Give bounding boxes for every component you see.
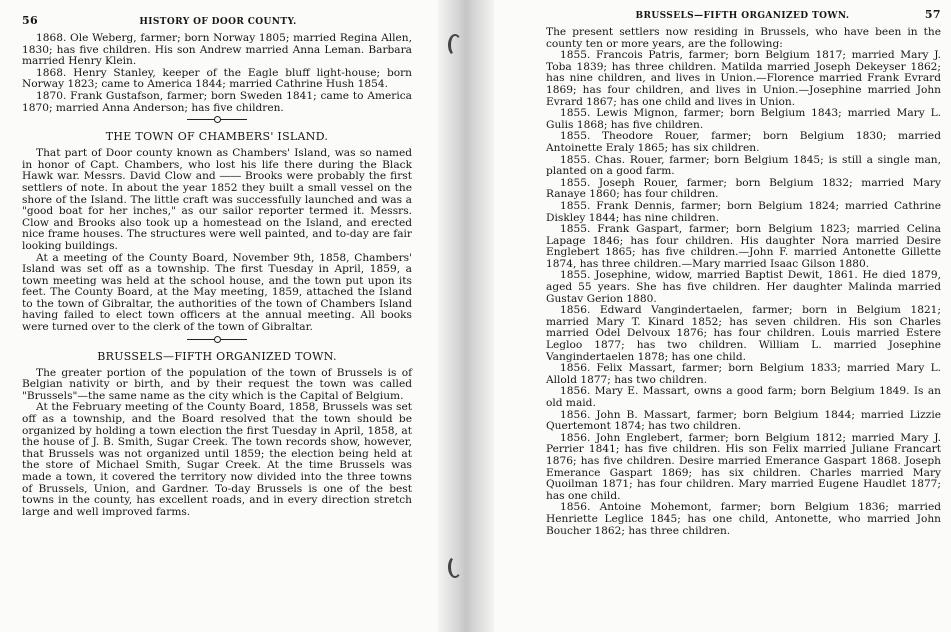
right-intro: The present settlers now residing in Brussels, who have been in the county ten or more years, are the following: [546, 26, 941, 50]
settler-entry: 1856. Edward Vangindertaelen, farmer; born in Belgium 1821; married Mary T. Kinard 1852; has seven children. His son Charles married Odel Delvoux 1876; has four children. Louis married Estere Legloo 1877; has two children. William L. married Josephine Vangindertaelen 1878; has one child. [546, 304, 941, 363]
settler-entry: 1856. John B. Massart, farmer; born Belgium 1844; married Lizzie Quertemont 1874; has two children. [546, 408, 941, 433]
settler-entry: 1855. Josephine, widow, married Baptist Dewit, 1861. He died 1879, aged 55 years. She has five children. Her daughter Malinda married Gustav Gerion 1880. [546, 269, 941, 305]
right-running-title: BRUSSELS—FIFTH ORGANIZED TOWN. [635, 11, 850, 21]
section-divider [187, 339, 247, 344]
settler-entry: 1855. Lewis Mignon, farmer; born Belgium 1843; married Mary L. Gulis 1868; has five children. [546, 107, 941, 131]
binding-hole-icon [448, 556, 462, 578]
section-divider [187, 119, 247, 124]
settler-entry: 1856. John Englebert, farmer; born Belgium 1812; married Mary J. Perrier 1841; has five children. His son Felix married Juliane Francart 1876; has five children. Desire married Emerance Gaspart 1868. Joseph Emerance Gaspart 1869; has six children. Charles married Mary Quoilman 1871; has four children. Mary married Eugene Haudlet 1877; has one child. [546, 431, 941, 502]
left-page-number: 56 [22, 14, 39, 27]
settler-entry: 1855. Theodore Rouer, farmer; born Belgium 1830; married Antoinette Eraly 1865; has six children. [546, 130, 941, 154]
right-page-number: 57 [924, 8, 941, 21]
settler-list [546, 50, 941, 537]
right-page [494, 0, 951, 632]
section-title-chambers-island: THE TOWN OF CHAMBERS' ISLAND. [105, 130, 329, 144]
right-running-head [546, 8, 941, 21]
brussels-paragraph: At the February meeting of the County Board, 1858, Brussels was set off as a township, and the Board resolved that the town should be organized by holding a town election the first Tuesday in April, 1858, at the house of J. B. Smith, Sugar Creek. The town records show, however, that Brussels was not organized until 1859; the election being held at the store of Michael Smith, Sugar Creek. At the time Brussels was made a town, it covered the territory now divided into the three towns of Brussels, Union, and Gardner. To-day Brussels is one of the best towns in the county, has excellent roads, and in every direction stretch large and well improved farms. [22, 401, 412, 518]
settler-entry: 1855. Joseph Rouer, farmer; born Belgium 1832; married Mary Ranaye 1860; has four children. [546, 176, 941, 201]
chambers-paragraph: At a meeting of the County Board, November 9th, 1858, Chambers' Island was set off as a township. The first Tuesday in April, 1859, a town meeting was held at the school house, and the town put upon its feet. The County Board, at the May meeting, 1859, attached the Island to the town of Gibraltar, the authorities of the town of Chambers Island having failed to elect town officers at the annual meeting. All books were turned over to the clerk of the town of Gibraltar. [22, 251, 412, 334]
left-entry: 1868. Ole Weberg, farmer; born Norway 1805; married Regina Allen, 1830; has five children. His son Andrew married Anna Leman. Barbara married Henry Klein. [22, 32, 412, 68]
binding-gutter [438, 0, 494, 632]
section-title-brussels: BRUSSELS—FIFTH ORGANIZED TOWN. [97, 349, 337, 363]
settler-entry: 1855. Chas. Rouer, farmer; born Belgium 1845; is still a single man, planted on a good farm. [546, 153, 941, 178]
settler-entry: 1856. Felix Massart, farmer; born Belgium 1833; married Mary L. Allold 1877; has two children. [546, 362, 941, 386]
brussels-paragraph: The greater portion of the population of the town of Brussels is of Belgian nativity or birth, and by their request the town was called "Brussels"—the same name as the city which is the Capital of Belgium. [22, 366, 412, 402]
settler-entry: 1855. Frank Dennis, farmer; born Belgium 1824; married Cathrine Diskley 1844; has nine children. [546, 199, 941, 224]
settler-entry: 1856. Antoine Mohemont, farmer; born Belgium 1836; married Henriette Leglice 1845; has one child, Antonette, who married John Boucher 1862; has three children. [546, 501, 941, 537]
left-running-head [22, 14, 412, 27]
left-entry: 1870. Frank Gustafson, farmer; born Sweden 1841; came to America 1870; married Anna Anderson; has five children. [22, 89, 412, 114]
settler-entry: 1856. Mary E. Massart, owns a good farm; born Belgium 1849. Is an old maid. [546, 385, 941, 409]
binding-hole-icon [448, 34, 462, 56]
settler-entry: 1855. Francois Patris, farmer; born Belgium 1817; married Mary J. Toba 1839; has three children. Matilda married Joseph Dekeyser 1862; has nine children, and lives in Union.—Florence married Frank Evrard 1869; has four children, and lives in Union.—Josephine married John Evrard 1867; has one child and lives in Union. [546, 49, 941, 108]
left-running-title: HISTORY OF DOOR COUNTY. [139, 17, 297, 27]
chambers-paragraph: That part of Door county known as Chambers' Island, was so named in honor of Capt. Chambers, who lost his life there during the Black Hawk war. Messrs. David Clow and ―― Brooks were probably the first settlers of note. In about the year 1852 they built a small vessel on the shore of the Island. The little craft was successfully launched and was a "good boat for her inches," as our sailor reporter termed it. Messrs. Clow and Brooks also took up a homestead on the Island, and erected nice frame houses. The structures were well painted, and to-day are fair looking buildings. [22, 147, 412, 252]
left-entry: 1868. Henry Stanley, keeper of the Eagle bluff light-house; born Norway 1823; came to America 1844; married Cathrine Hush 1854. [22, 66, 412, 91]
settler-entry: 1855. Frank Gaspart, farmer; born Belgium 1823; married Celina Lapage 1846; has four children. His daughter Nora married Desire Englebert 1865; has five children.—John F. married Antonette Gillette 1874, has three children.—Mary married Isaac Gilson 1880. [546, 223, 941, 270]
left-page [0, 0, 438, 632]
